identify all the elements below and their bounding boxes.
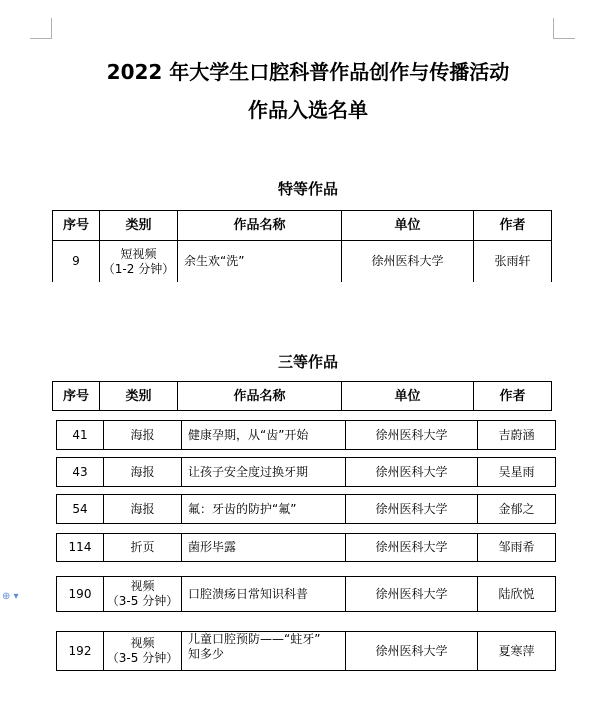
- column-header-no: 序号: [62, 388, 89, 404]
- section-heading-special: 特等作品: [277, 180, 338, 198]
- cell-no: 41: [72, 427, 88, 442]
- crop-mark-top-left-v: [51, 18, 52, 39]
- margin-anchor-icon[interactable]: ⊕ ▾: [2, 591, 19, 602]
- cell-no: 43: [72, 464, 88, 479]
- cell-no: 54: [72, 501, 88, 516]
- cell-type-line1: 视频: [130, 636, 155, 650]
- column-header-type: 类别: [99, 211, 177, 240]
- cell-author: 陆欣悦: [477, 577, 555, 611]
- cell-type: 折页: [103, 534, 181, 561]
- table-header-third: [52, 381, 552, 411]
- table-row: [56, 494, 556, 524]
- cell-type: 海报: [103, 421, 181, 449]
- cell-unit: 徐州医科大学: [345, 458, 477, 486]
- cell-author: 吉蔚涵: [477, 421, 555, 449]
- cell-author: 邹雨希: [477, 534, 555, 561]
- cell-name-line2: 知多少: [188, 647, 225, 661]
- cell-no: 114: [68, 540, 92, 554]
- cell-unit: 徐州医科大学: [345, 632, 477, 670]
- cell-type: 海报: [103, 495, 181, 523]
- table-row: [56, 533, 556, 562]
- cell-type: [103, 577, 181, 611]
- cell-no: 9: [72, 254, 80, 268]
- table-row: [56, 631, 556, 671]
- cell-no: 190: [68, 586, 92, 601]
- cell-no: 192: [68, 643, 92, 658]
- table-row: [56, 576, 556, 612]
- cell-unit: 徐州医科大学: [341, 241, 473, 282]
- cell-name: 口腔溃疡日常知识科普: [181, 577, 345, 611]
- cell-name: 余生欢“洗”: [177, 241, 341, 282]
- cell-name: 菌形毕露: [181, 534, 345, 561]
- table-row: [56, 420, 556, 450]
- cell-name: 健康孕期，从“齿”开始: [181, 421, 345, 449]
- cell-unit: 徐州医科大学: [345, 495, 477, 523]
- cell-author: 金郁之: [477, 495, 555, 523]
- cell-name-line1: 儿童口腔预防——“蛀牙”: [188, 632, 321, 646]
- column-header-name: 作品名称: [177, 382, 341, 410]
- document-title: 2022 年大学生口腔科普作品创作与传播活动: [106, 60, 510, 84]
- document-subtitle: 作品入选名单: [248, 98, 368, 122]
- cell-name: 氟：牙齿的防护“氟”: [181, 495, 345, 523]
- cell-type-line1: 视频: [130, 579, 155, 593]
- column-header-no: 序号: [62, 218, 89, 233]
- table-header-special: [52, 210, 552, 241]
- cell-author: 吴星雨: [477, 458, 555, 486]
- cell-name: 让孩子安全度过换牙期: [181, 458, 345, 486]
- cell-type-line2: （1-2 分钟）: [102, 261, 175, 276]
- cell-type-line1: 短视频: [120, 246, 157, 261]
- column-header-author: 作者: [473, 382, 551, 410]
- column-header-unit: 单位: [341, 382, 473, 410]
- column-header-type: 类别: [99, 382, 177, 410]
- cell-type: 海报: [103, 458, 181, 486]
- table-row: [56, 457, 556, 487]
- crop-mark-top-right-h: [553, 38, 575, 39]
- cell-type: [99, 241, 177, 282]
- cell-type: [103, 632, 181, 670]
- cell-type-line2: （3-5 分钟）: [106, 594, 179, 608]
- cell-unit: 徐州医科大学: [345, 534, 477, 561]
- crop-mark-top-right-v: [553, 18, 554, 39]
- section-heading-third: 三等作品: [277, 353, 338, 371]
- table-row: [52, 240, 552, 282]
- column-header-author: 作者: [473, 211, 551, 240]
- cell-unit: 徐州医科大学: [345, 421, 477, 449]
- column-header-unit: 单位: [341, 211, 473, 240]
- cell-author: 张雨轩: [473, 241, 551, 282]
- cell-type-line2: （3-5 分钟）: [106, 651, 179, 665]
- cell-name: [181, 632, 345, 670]
- crop-mark-top-left-h: [30, 38, 52, 39]
- cell-unit: 徐州医科大学: [345, 577, 477, 611]
- column-header-name: 作品名称: [177, 211, 341, 240]
- cell-author: 夏寒萍: [477, 632, 555, 670]
